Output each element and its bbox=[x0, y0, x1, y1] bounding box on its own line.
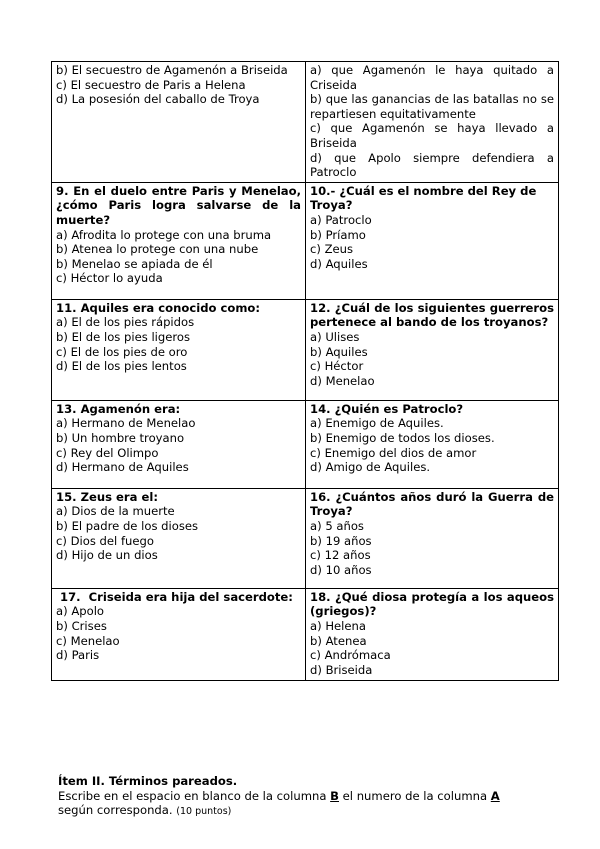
answer-option: b) 19 años bbox=[310, 533, 372, 548]
section-item-ii bbox=[58, 774, 578, 820]
answer-option: b) Atenea lo protege con una nube bbox=[56, 242, 259, 257]
answer-option: d) El de los pies lentos bbox=[56, 359, 187, 374]
answer-option: a) 5 años bbox=[310, 518, 364, 533]
question-cell bbox=[52, 488, 306, 588]
table-row bbox=[52, 182, 559, 299]
question-cell bbox=[52, 588, 306, 680]
answer-option: c) El de los pies de oro bbox=[56, 344, 188, 359]
answer-option: d) Hermano de Aquiles bbox=[56, 460, 189, 475]
table-row bbox=[52, 488, 559, 588]
instruction-text: según corresponda. bbox=[58, 803, 177, 818]
answer-option: b) Un hombre troyano bbox=[56, 430, 185, 445]
answer-option: b) El secuestro de Agamenón a Briseida bbox=[56, 63, 288, 77]
section-instructions bbox=[58, 789, 578, 804]
answer-option: d) Aquiles bbox=[310, 256, 368, 271]
answer-option: d) Paris bbox=[56, 648, 100, 663]
question-text: 9. En el duelo entre Paris y Menelao, ¿cómo Paris logra salvarse de la muerte? bbox=[56, 183, 301, 227]
answer-option: b) que las ganancias de las batallas no se repartiesen equitativamente bbox=[310, 92, 554, 121]
question-cell bbox=[306, 299, 559, 400]
answer-option: c) Rey del Olimpo bbox=[56, 445, 159, 460]
table-row bbox=[52, 62, 559, 183]
question-cell bbox=[52, 62, 306, 183]
answer-option: c) Andrómaca bbox=[310, 648, 391, 663]
answer-option: c) Enemigo del dios de amor bbox=[310, 445, 477, 460]
question-cell bbox=[306, 488, 559, 588]
question-cell bbox=[306, 62, 559, 183]
answer-option: a) Helena bbox=[310, 618, 366, 633]
instruction-text: el numero de la columna bbox=[338, 788, 491, 803]
table-row bbox=[52, 588, 559, 680]
answer-option: a) Dios de la muerte bbox=[56, 504, 175, 519]
table-row bbox=[52, 400, 559, 488]
question-text: 15. Zeus era el: bbox=[56, 489, 158, 504]
answer-option: a) El de los pies rápidos bbox=[56, 315, 195, 330]
question-text: 11. Aquiles era conocido como: bbox=[56, 300, 261, 315]
answer-option: c) Menelao bbox=[56, 633, 120, 648]
answer-option: a) Apolo bbox=[56, 604, 105, 619]
question-text: 16. ¿Cuántos años duró la Guerra de Troya? bbox=[310, 489, 554, 519]
table-row bbox=[52, 299, 559, 400]
answer-option: c) El secuestro de Paris a Helena bbox=[56, 77, 246, 92]
question-text: 13. Agamenón era: bbox=[56, 401, 181, 416]
answer-option: d) Briseida bbox=[310, 662, 373, 677]
column-a-label: A bbox=[490, 788, 500, 803]
question-text: 10.- ¿Cuál es el nombre del Rey de Troya? bbox=[310, 183, 537, 213]
question-cell bbox=[52, 400, 306, 488]
column-b-label: B bbox=[330, 788, 339, 803]
question-cell bbox=[52, 182, 306, 299]
answer-option: d) La posesión del caballo de Troya bbox=[56, 92, 260, 107]
answer-option: c) Zeus bbox=[310, 242, 354, 257]
question-cell bbox=[306, 182, 559, 299]
answer-option: a) que Agamenón le haya quitado a Criseida bbox=[310, 63, 554, 92]
answer-option: c) 12 años bbox=[310, 548, 371, 563]
answer-option: d) Menelao bbox=[310, 373, 375, 388]
question-text: 14. ¿Quién es Patroclo? bbox=[310, 401, 464, 416]
question-cell bbox=[52, 299, 306, 400]
answer-option: b) Príamo bbox=[310, 227, 366, 242]
answer-option: c) Héctor lo ayuda bbox=[56, 271, 163, 286]
answer-option: b) Atenea bbox=[310, 633, 367, 648]
answer-option: a) Afrodita lo protege con una bruma bbox=[56, 227, 272, 242]
answer-option: a) Hermano de Menelao bbox=[56, 416, 196, 431]
answer-option: d) que Apolo siempre defendiera a Patroclo bbox=[310, 150, 554, 180]
question-text: 12. ¿Cuál de los siguientes guerreros pertenece al bando de los troyanos? bbox=[310, 300, 554, 330]
question-text: 17. Criseida era hija del sacerdote: bbox=[56, 589, 293, 604]
points-label: (10 puntos) bbox=[176, 806, 232, 818]
answer-option: b) Enemigo de todos los dioses. bbox=[310, 430, 495, 445]
answer-option: a) Ulises bbox=[310, 329, 360, 344]
section-title: Ítem II. Términos pareados. bbox=[58, 774, 238, 788]
answer-option: c) Héctor bbox=[310, 359, 364, 374]
answer-option: d) 10 años bbox=[310, 562, 372, 577]
answer-option: b) Crises bbox=[56, 618, 107, 633]
answer-option: a) Patroclo bbox=[310, 212, 372, 227]
answer-option: a) Enemigo de Aquiles. bbox=[310, 416, 444, 431]
section-instructions-cont bbox=[58, 803, 578, 820]
answer-option: d) Amigo de Aquiles. bbox=[310, 460, 431, 475]
answer-option: b) Menelao se apiada de él bbox=[56, 256, 213, 271]
answer-option: c) Dios del fuego bbox=[56, 533, 154, 548]
question-cell bbox=[306, 400, 559, 488]
answer-option: b) El padre de los dioses bbox=[56, 518, 199, 533]
question-cell bbox=[306, 588, 559, 680]
answer-option: c) que Agamenón se haya llevado a Briseida bbox=[310, 121, 554, 150]
instruction-text: Escribe en el espacio en blanco de la columna bbox=[58, 788, 331, 803]
answer-option: b) Aquiles bbox=[310, 344, 368, 359]
answer-option: d) Hijo de un dios bbox=[56, 548, 158, 563]
answer-option: b) El de los pies ligeros bbox=[56, 329, 191, 344]
quiz-table bbox=[51, 61, 559, 681]
question-text: 18. ¿Qué diosa protegía a los aqueos (griegos)? bbox=[310, 589, 554, 619]
